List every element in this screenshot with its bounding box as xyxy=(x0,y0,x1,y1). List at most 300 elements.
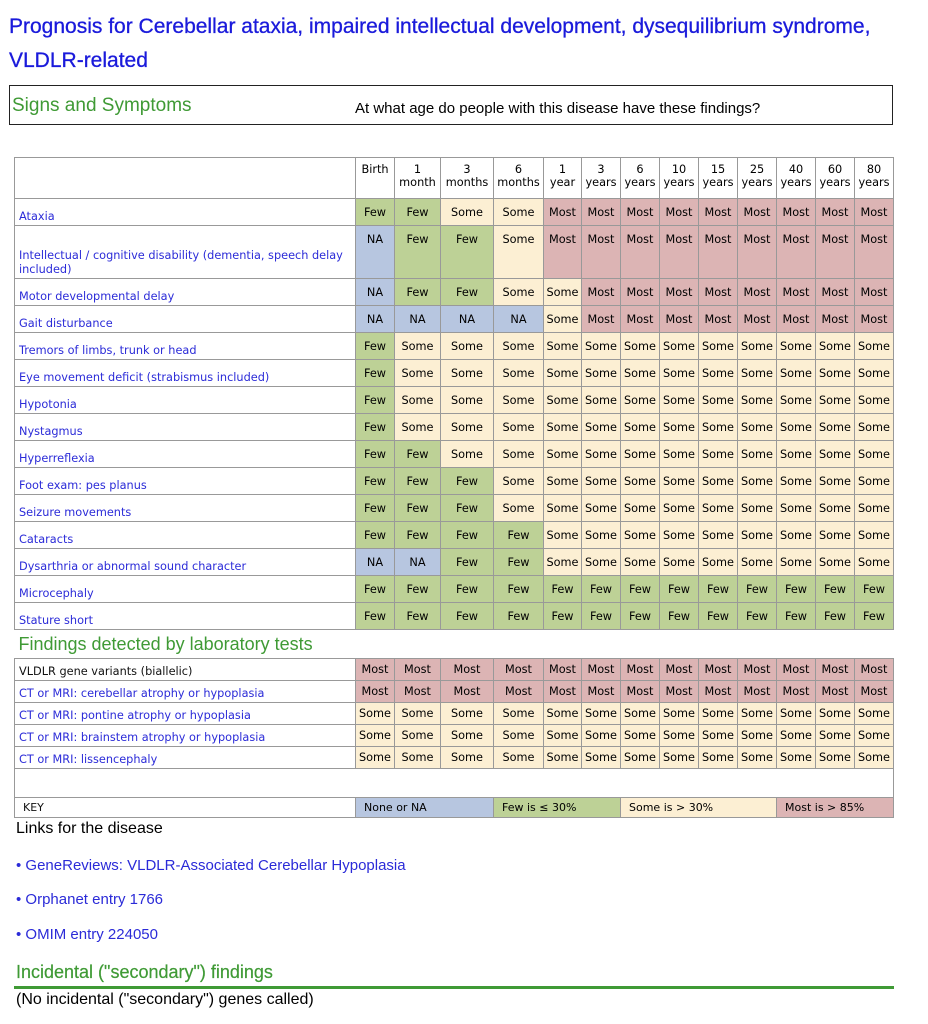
prognosis-cell: Some xyxy=(660,414,699,441)
prognosis-cell: Some xyxy=(621,725,660,747)
table-row xyxy=(15,199,894,226)
prognosis-cell: Most xyxy=(582,279,621,306)
prognosis-cell: Some xyxy=(816,441,855,468)
age-col-header xyxy=(660,158,699,199)
prognosis-cell: Most xyxy=(816,681,855,703)
prognosis-cell: Most xyxy=(660,306,699,333)
prognosis-cell: Few xyxy=(395,199,441,226)
prognosis-cell: NA xyxy=(494,306,544,333)
age-col-top: 10 xyxy=(671,163,687,176)
key-item: None or NA xyxy=(356,798,494,818)
prognosis-cell: Some xyxy=(699,522,738,549)
prognosis-cell: Some xyxy=(395,387,441,414)
table-row xyxy=(15,549,894,576)
age-col-top: Birth xyxy=(361,163,389,176)
table-row xyxy=(15,387,894,414)
prognosis-cell: Most xyxy=(816,659,855,681)
prognosis-cell: Some xyxy=(855,747,894,769)
link-genereviews[interactable]: • GeneReviews: VLDLR-Associated Cerebellar Hypoplasia xyxy=(16,857,406,874)
prognosis-cell: Most xyxy=(855,199,894,226)
prognosis-cell: Few xyxy=(777,576,816,603)
finding-name[interactable]: Foot exam: pes planus xyxy=(15,468,356,495)
prognosis-cell: Some xyxy=(777,360,816,387)
prognosis-cell: Some xyxy=(494,495,544,522)
prognosis-cell: Most xyxy=(816,226,855,279)
finding-name[interactable]: Eye movement deficit (strabismus included) xyxy=(15,360,356,387)
age-col-header xyxy=(356,158,395,199)
prognosis-cell: Some xyxy=(699,360,738,387)
prognosis-cell: Some xyxy=(621,747,660,769)
prognosis-cell: Some xyxy=(494,360,544,387)
prognosis-cell: NA xyxy=(395,306,441,333)
prognosis-cell: Some xyxy=(441,703,494,725)
finding-name: VLDLR gene variants (biallelic) xyxy=(15,659,356,681)
prognosis-cell: Some xyxy=(582,703,621,725)
prognosis-cell: Most xyxy=(582,659,621,681)
finding-name[interactable]: Tremors of limbs, trunk or head xyxy=(15,333,356,360)
key-item: Some is > 30% xyxy=(621,798,777,818)
prognosis-cell: Some xyxy=(738,703,777,725)
signs-heading: Signs and Symptoms xyxy=(12,95,192,116)
prognosis-cell: Most xyxy=(738,226,777,279)
age-col-bottom: years xyxy=(858,176,890,189)
prognosis-cell: Few xyxy=(356,333,395,360)
age-col-top: 1 xyxy=(413,163,422,176)
prognosis-cell: Most xyxy=(777,306,816,333)
finding-name[interactable]: Cataracts xyxy=(15,522,356,549)
prognosis-cell: Most xyxy=(395,681,441,703)
prognosis-cell: Few xyxy=(441,576,494,603)
prognosis-cell: Some xyxy=(699,725,738,747)
prognosis-cell: Some xyxy=(441,360,494,387)
prognosis-cell: Some xyxy=(816,387,855,414)
prognosis-cell: Few xyxy=(544,603,582,630)
spacer-cell xyxy=(15,769,894,798)
prognosis-cell: Some xyxy=(494,468,544,495)
prognosis-cell: Most xyxy=(441,659,494,681)
prognosis-cell: Some xyxy=(855,387,894,414)
incidental-divider xyxy=(14,986,894,989)
prognosis-cell: Some xyxy=(441,441,494,468)
table-row xyxy=(15,495,894,522)
prognosis-cell: Some xyxy=(494,747,544,769)
prognosis-cell: Some xyxy=(582,468,621,495)
age-col-header xyxy=(582,158,621,199)
prognosis-cell: Few xyxy=(395,522,441,549)
prognosis-cell: Few xyxy=(660,576,699,603)
prognosis-cell: Some xyxy=(582,387,621,414)
prognosis-cell: Some xyxy=(855,414,894,441)
prognosis-cell: Few xyxy=(494,603,544,630)
prognosis-cell: Most xyxy=(621,306,660,333)
prognosis-cell: Few xyxy=(660,603,699,630)
prognosis-cell: Few xyxy=(494,522,544,549)
age-col-top: 6 xyxy=(514,163,523,176)
prognosis-cell: Some xyxy=(544,333,582,360)
finding-name[interactable]: Gait disturbance xyxy=(15,306,356,333)
prognosis-cell: Few xyxy=(816,576,855,603)
prognosis-cell: Most xyxy=(544,681,582,703)
prognosis-cell: Few xyxy=(441,522,494,549)
table-row xyxy=(15,226,894,279)
prognosis-cell: Most xyxy=(356,659,395,681)
prognosis-cell: Some xyxy=(699,468,738,495)
prognosis-cell: Most xyxy=(621,279,660,306)
prognosis-cell: Some xyxy=(582,747,621,769)
prognosis-cell: Some xyxy=(582,725,621,747)
prognosis-cell: Most xyxy=(699,226,738,279)
age-col-header xyxy=(544,158,582,199)
prognosis-cell: Some xyxy=(582,333,621,360)
prognosis-cell: Some xyxy=(777,441,816,468)
prognosis-cell: Most xyxy=(660,659,699,681)
prognosis-cell: Most xyxy=(544,659,582,681)
prognosis-cell: Most xyxy=(738,199,777,226)
age-col-bottom: months xyxy=(445,176,489,189)
finding-name[interactable]: CT or MRI: lissencephaly xyxy=(15,747,356,769)
prognosis-cell: Some xyxy=(544,414,582,441)
prognosis-cell: Few xyxy=(494,549,544,576)
prognosis-cell: Most xyxy=(621,659,660,681)
prognosis-cell: Some xyxy=(777,333,816,360)
prognosis-cell: Most xyxy=(660,199,699,226)
table-row xyxy=(15,659,894,681)
table-row xyxy=(15,414,894,441)
age-col-bottom: years xyxy=(624,176,656,189)
prognosis-cell: Some xyxy=(494,279,544,306)
age-col-top: 6 xyxy=(636,163,644,176)
prognosis-cell: Some xyxy=(816,549,855,576)
prognosis-cell: Few xyxy=(582,576,621,603)
prognosis-cell: Some xyxy=(816,703,855,725)
prognosis-cell: Most xyxy=(777,681,816,703)
lab-heading: Findings detected by laboratory tests xyxy=(15,630,894,659)
prognosis-cell: Most xyxy=(855,306,894,333)
prognosis-cell: Most xyxy=(660,279,699,306)
age-col-top: 3 xyxy=(463,163,471,176)
prognosis-cell: Some xyxy=(621,387,660,414)
prognosis-cell: Some xyxy=(777,703,816,725)
link-orphanet[interactable]: • Orphanet entry 1766 xyxy=(16,891,164,908)
prognosis-cell: Few xyxy=(395,468,441,495)
prognosis-cell: Few xyxy=(816,603,855,630)
prognosis-cell: Some xyxy=(544,495,582,522)
prognosis-cell: Most xyxy=(621,681,660,703)
prognosis-cell: Some xyxy=(855,703,894,725)
age-col-header xyxy=(494,158,544,199)
prognosis-cell: Some xyxy=(699,747,738,769)
prognosis-cell: Some xyxy=(356,747,395,769)
prognosis-cell: Some xyxy=(660,387,699,414)
prognosis-cell: NA xyxy=(441,306,494,333)
prognosis-cell: Some xyxy=(441,199,494,226)
prognosis-cell: Some xyxy=(855,333,894,360)
prognosis-cell: Few xyxy=(356,199,395,226)
age-col-bottom: month xyxy=(399,176,436,189)
finding-name[interactable]: Hypotonia xyxy=(15,387,356,414)
header-blank xyxy=(15,158,356,199)
finding-name[interactable]: Ataxia xyxy=(15,199,356,226)
prognosis-cell: Some xyxy=(855,725,894,747)
prognosis-cell: Some xyxy=(660,522,699,549)
table-row xyxy=(15,306,894,333)
prognosis-cell: Some xyxy=(441,747,494,769)
prognosis-cell: Some xyxy=(777,522,816,549)
age-col-top: 3 xyxy=(597,163,605,176)
prognosis-cell: Few xyxy=(356,522,395,549)
age-col-bottom: year xyxy=(549,176,576,189)
prognosis-cell: Some xyxy=(621,333,660,360)
prognosis-cell: Some xyxy=(544,747,582,769)
prognosis-cell: Few xyxy=(395,441,441,468)
age-col-header xyxy=(395,158,441,199)
finding-name[interactable]: CT or MRI: brainstem atrophy or hypoplasia xyxy=(15,725,356,747)
prognosis-cell: Most xyxy=(356,681,395,703)
prognosis-cell: Some xyxy=(660,333,699,360)
prognosis-cell: Most xyxy=(777,659,816,681)
prognosis-cell: Some xyxy=(544,306,582,333)
spacer-row xyxy=(15,769,894,798)
age-question: At what age do people with this disease have these findings? xyxy=(355,100,761,117)
prognosis-cell: Some xyxy=(699,703,738,725)
prognosis-cell: Some xyxy=(777,747,816,769)
prognosis-cell: Few xyxy=(441,279,494,306)
prognosis-cell: Few xyxy=(356,441,395,468)
prognosis-cell: Some xyxy=(621,549,660,576)
prognosis-cell: Some xyxy=(777,414,816,441)
prognosis-cell: Few xyxy=(777,603,816,630)
prognosis-cell: Some xyxy=(699,441,738,468)
age-col-header xyxy=(816,158,855,199)
prognosis-cell: Some xyxy=(738,333,777,360)
prognosis-cell: Some xyxy=(660,747,699,769)
link-omim[interactable]: • OMIM entry 224050 xyxy=(16,926,158,943)
prognosis-cell: Some xyxy=(777,495,816,522)
prognosis-cell: Some xyxy=(621,360,660,387)
prognosis-cell: Some xyxy=(738,414,777,441)
key-label: KEY xyxy=(15,798,356,818)
prognosis-cell: Some xyxy=(738,725,777,747)
prognosis-cell: Most xyxy=(660,681,699,703)
finding-name[interactable]: CT or MRI: cerebellar atrophy or hypoplasia xyxy=(15,681,356,703)
age-col-top: 40 xyxy=(788,163,804,176)
prognosis-cell: Some xyxy=(738,441,777,468)
age-col-bottom: months xyxy=(497,176,540,189)
prognosis-cell: Some xyxy=(738,522,777,549)
prognosis-cell: Some xyxy=(582,441,621,468)
prognosis-cell: Most xyxy=(621,226,660,279)
prognosis-cell: Some xyxy=(660,725,699,747)
prognosis-cell: Most xyxy=(855,226,894,279)
age-col-top: 60 xyxy=(827,163,843,176)
finding-name[interactable]: Nystagmus xyxy=(15,414,356,441)
prognosis-cell: Some xyxy=(816,414,855,441)
prognosis-cell: Most xyxy=(544,199,582,226)
prognosis-cell: Some xyxy=(855,549,894,576)
prognosis-cell: Most xyxy=(699,199,738,226)
prognosis-cell: Few xyxy=(494,576,544,603)
finding-name[interactable]: Microcephaly xyxy=(15,576,356,603)
lab-section-row xyxy=(15,630,894,659)
prognosis-cell: Some xyxy=(816,747,855,769)
prognosis-cell: Some xyxy=(738,747,777,769)
prognosis-cell: Most xyxy=(582,681,621,703)
age-col-bottom: years xyxy=(819,176,851,189)
prognosis-cell: Some xyxy=(494,199,544,226)
prognosis-cell: Most xyxy=(816,306,855,333)
prognosis-cell: Most xyxy=(660,226,699,279)
prognosis-cell: Some xyxy=(660,549,699,576)
prognosis-cell: Few xyxy=(699,576,738,603)
prognosis-cell: Some xyxy=(777,549,816,576)
prognosis-cell: Some xyxy=(816,522,855,549)
prognosis-cell: Some xyxy=(855,468,894,495)
prognosis-cell: Some xyxy=(738,495,777,522)
prognosis-cell: Some xyxy=(494,703,544,725)
prognosis-cell: Some xyxy=(738,387,777,414)
key-item: Most is > 85% xyxy=(777,798,894,818)
prognosis-cell: NA xyxy=(395,549,441,576)
age-col-header xyxy=(699,158,738,199)
table-row xyxy=(15,681,894,703)
age-col-header xyxy=(738,158,777,199)
age-col-top: 1 xyxy=(558,163,567,176)
age-col-top: 15 xyxy=(710,163,726,176)
age-col-bottom: years xyxy=(663,176,695,189)
prognosis-cell: Some xyxy=(699,387,738,414)
prognosis-cell: Some xyxy=(544,522,582,549)
prognosis-cell: Few xyxy=(738,603,777,630)
prognosis-cell: Some xyxy=(855,441,894,468)
prognosis-cell: Some xyxy=(544,725,582,747)
prognosis-cell: Few xyxy=(356,495,395,522)
prognosis-cell: Some xyxy=(494,226,544,279)
prognosis-cell: Some xyxy=(544,468,582,495)
prognosis-cell: Some xyxy=(582,360,621,387)
prognosis-cell: Some xyxy=(660,360,699,387)
prognosis-cell: Most xyxy=(544,226,582,279)
table-row xyxy=(15,576,894,603)
prognosis-cell: Some xyxy=(816,495,855,522)
finding-name[interactable]: Hyperreflexia xyxy=(15,441,356,468)
prognosis-cell: Some xyxy=(544,279,582,306)
prognosis-cell: NA xyxy=(356,549,395,576)
finding-name[interactable]: Dysarthria or abnormal sound character xyxy=(15,549,356,576)
prognosis-cell: Few xyxy=(738,576,777,603)
prognosis-cell: Most xyxy=(699,306,738,333)
prognosis-cell: Some xyxy=(816,468,855,495)
prognosis-cell: Few xyxy=(356,468,395,495)
prognosis-cell: Few xyxy=(395,576,441,603)
prognosis-cell: Few xyxy=(699,603,738,630)
prognosis-cell: Some xyxy=(621,441,660,468)
prognosis-cell: Some xyxy=(816,333,855,360)
prognosis-cell: Most xyxy=(582,306,621,333)
prognosis-cell: Some xyxy=(544,441,582,468)
prognosis-cell: Few xyxy=(356,603,395,630)
prognosis-cell: Most xyxy=(777,199,816,226)
finding-name[interactable]: Stature short xyxy=(15,603,356,630)
prognosis-cell: Some xyxy=(777,387,816,414)
prognosis-cell: Few xyxy=(621,603,660,630)
prognosis-cell: Some xyxy=(816,725,855,747)
prognosis-cell: Some xyxy=(441,333,494,360)
prognosis-cell: Some xyxy=(395,333,441,360)
prognosis-cell: Some xyxy=(738,468,777,495)
prognosis-cell: Most xyxy=(699,659,738,681)
prognosis-cell: Most xyxy=(494,681,544,703)
prognosis-cell: Most xyxy=(582,199,621,226)
prognosis-cell: Some xyxy=(582,414,621,441)
prognosis-cell: Some xyxy=(855,360,894,387)
prognosis-cell: Most xyxy=(738,279,777,306)
prognosis-cell: Some xyxy=(777,468,816,495)
prognosis-cell: Few xyxy=(544,576,582,603)
finding-name[interactable]: CT or MRI: pontine atrophy or hypoplasia xyxy=(15,703,356,725)
prognosis-cell: Some xyxy=(621,468,660,495)
prognosis-cell: Most xyxy=(738,681,777,703)
prognosis-cell: Some xyxy=(395,725,441,747)
prognosis-cell: Some xyxy=(494,441,544,468)
prognosis-cell: Some xyxy=(395,414,441,441)
prognosis-cell: Few xyxy=(356,387,395,414)
age-col-header xyxy=(777,158,816,199)
prognosis-cell: Few xyxy=(621,576,660,603)
age-col-bottom: years xyxy=(702,176,734,189)
prognosis-cell: NA xyxy=(356,279,395,306)
age-col-header xyxy=(621,158,660,199)
prognosis-cell: Most xyxy=(855,279,894,306)
prognosis-cell: Few xyxy=(441,468,494,495)
key-row xyxy=(15,798,894,818)
prognosis-cell: Few xyxy=(441,495,494,522)
prognosis-cell: Most xyxy=(582,226,621,279)
prognosis-cell: Most xyxy=(777,226,816,279)
age-col-bottom: years xyxy=(780,176,812,189)
finding-name[interactable]: Seizure movements xyxy=(15,495,356,522)
age-col-header xyxy=(441,158,494,199)
prognosis-cell: Few xyxy=(395,603,441,630)
finding-name[interactable]: Intellectual / cognitive disability (dementia, speech delay included) xyxy=(15,226,356,279)
table-row xyxy=(15,441,894,468)
prognosis-cell: Most xyxy=(738,306,777,333)
prognosis-table xyxy=(14,157,894,818)
prognosis-cell: Few xyxy=(395,226,441,279)
prognosis-cell: Most xyxy=(855,659,894,681)
key-item: Few is ≤ 30% xyxy=(494,798,621,818)
age-col-bottom: years xyxy=(585,176,617,189)
prognosis-cell: Some xyxy=(356,725,395,747)
prognosis-cell: Few xyxy=(356,360,395,387)
age-col-top: 80 xyxy=(866,163,882,176)
prognosis-cell: Some xyxy=(582,495,621,522)
prognosis-cell: Some xyxy=(777,725,816,747)
table-row xyxy=(15,747,894,769)
prognosis-cell: Few xyxy=(855,603,894,630)
page-title: Prognosis for Cerebellar ataxia, impaired intellectual development, dysequilibrium syndrome, VLDLR-related xyxy=(9,15,871,72)
table-row xyxy=(15,725,894,747)
links-heading: Links for the disease xyxy=(16,820,163,837)
prognosis-cell: Some xyxy=(660,495,699,522)
prognosis-cell: Some xyxy=(494,414,544,441)
finding-name[interactable]: Motor developmental delay xyxy=(15,279,356,306)
signs-symptoms-header xyxy=(9,85,893,125)
incidental-heading: Incidental ("secondary") findings xyxy=(16,962,273,982)
prognosis-cell: Few xyxy=(356,576,395,603)
prognosis-cell: Few xyxy=(441,549,494,576)
prognosis-cell: Some xyxy=(621,522,660,549)
prognosis-cell: NA xyxy=(356,226,395,279)
